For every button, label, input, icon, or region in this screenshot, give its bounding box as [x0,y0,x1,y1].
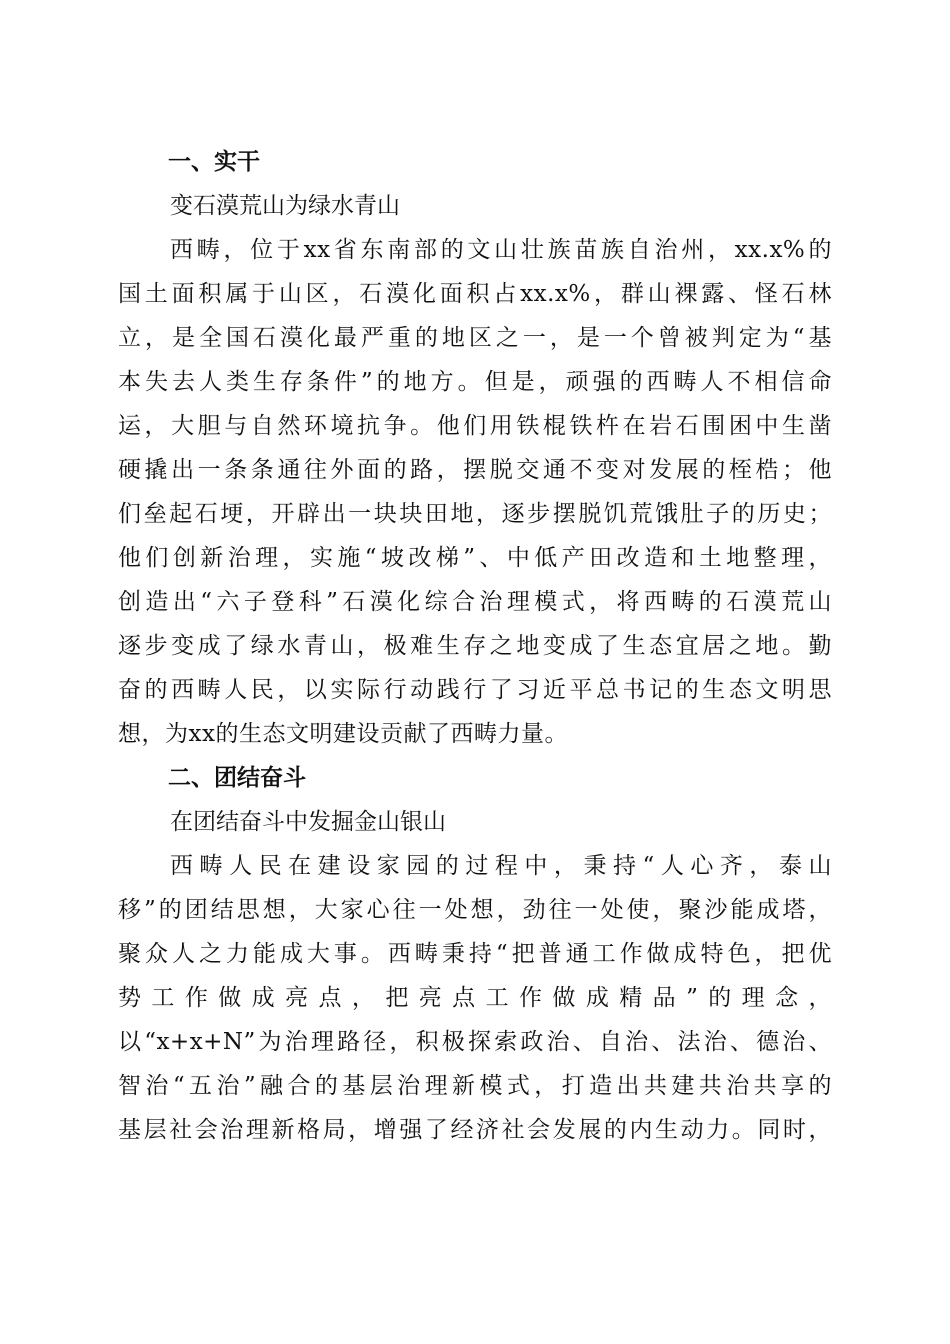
paragraph-line: 以“x+x+N”为治理路径，积极探索政治、自治、法治、德治、 [118,1029,832,1055]
paragraph-line: 他们创新治理，实施“坡改梯”、中低产田改造和土地整理， [118,545,832,571]
paragraph-line: 西畴人民在建设家园的过程中，秉持“人心齐，泰山 [170,853,832,879]
section-heading-2: 二、团结奋斗 [168,765,306,791]
paragraph-line: 想，为xx的生态文明建设贡献了西畴力量。 [118,721,568,747]
paragraph-line: 运，大胆与自然环境抗争。他们用铁棍铁杵在岩石围困中生凿 [118,413,832,439]
paragraph-line: 本失去人类生存条件”的地方。但是，顽强的西畴人不相信命 [118,369,832,395]
paragraph-line: 西畴，位于xx省东南部的文山壮族苗族自治州，xx.x%的 [170,237,832,263]
paragraph-line: 逐步变成了绿水青山，极难生存之地变成了生态宜居之地。勤 [118,633,832,659]
paragraph-line: 创造出“六子登科”石漠化综合治理模式，将西畴的石漠荒山 [118,589,832,615]
paragraph-line: 势工作做成亮点，把亮点工作做成精品”的理念， [118,985,832,1011]
section-subheading-1: 变石漠荒山为绿水青山 [170,193,400,219]
section-subheading-2: 在团结奋斗中发掘金山银山 [170,809,446,835]
section-heading-1: 一、实干 [168,149,260,175]
paragraph-line: 们垒起石埂，开辟出一块块田地，逐步摆脱饥荒饿肚子的历史； [118,501,832,527]
section-paragraph-2 [118,844,832,1152]
paragraph-line: 立，是全国石漠化最严重的地区之一，是一个曾被判定为“基 [118,325,832,351]
paragraph-line: 国土面积属于山区，石漠化面积占xx.x%，群山裸露、怪石林 [118,281,832,307]
paragraph-line: 奋的西畴人民，以实际行动践行了习近平总书记的生态文明思 [118,677,832,703]
paragraph-line: 移”的团结思想，大家心往一处想，劲往一处使，聚沙能成塔， [118,897,832,923]
paragraph-line: 基层社会治理新格局，增强了经济社会发展的内生动力。同时， [118,1117,832,1143]
paragraph-line: 智治“五治”融合的基层治理新模式，打造出共建共治共享的 [118,1073,832,1099]
paragraph-line: 聚众人之力能成大事。西畴秉持“把普通工作做成特色，把优 [118,941,832,967]
document-body [118,140,832,1152]
paragraph-line: 硬撬出一条条通往外面的路，摆脱交通不变对发展的桎梏；他 [118,457,832,483]
section-paragraph-1 [118,228,832,756]
